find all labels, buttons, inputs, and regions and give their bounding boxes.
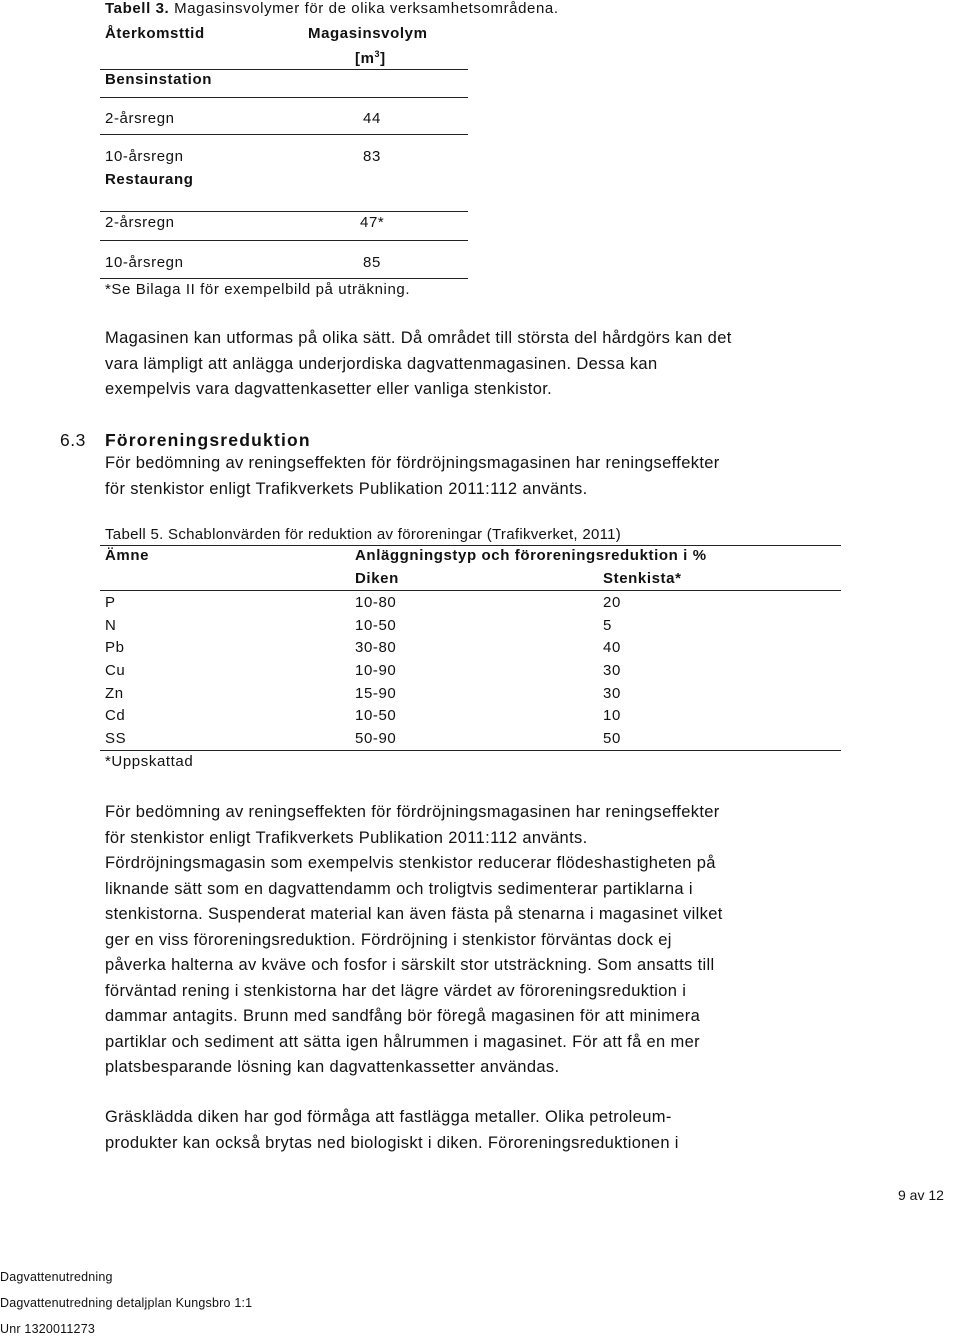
table3-header-volume: Magasinsvolym bbox=[308, 25, 428, 42]
table5-cell-stenkista: 40 bbox=[603, 639, 621, 656]
footer-title: Dagvattenutredning bbox=[0, 1270, 113, 1284]
table5-cell-substance: Cd bbox=[105, 707, 126, 724]
table5-cell-substance: Pb bbox=[105, 639, 125, 656]
table3-row-value: 44 bbox=[363, 110, 381, 127]
table5-cell-substance: Zn bbox=[105, 685, 124, 702]
table3-row-label: 10-årsregn bbox=[105, 254, 184, 271]
table3-row-label: 2-årsregn bbox=[105, 110, 175, 127]
text-line: stenkistorna. Suspenderat material kan även fästa på stenarna i magasinet vilket bbox=[105, 905, 723, 923]
table3-header-rule bbox=[100, 69, 468, 70]
text-line: exempelvis vara dagvattenkasetter eller vanliga stenkistor. bbox=[105, 380, 553, 398]
table5-cell-stenkista: 50 bbox=[603, 730, 621, 747]
table3-header-return-period: Återkomsttid bbox=[105, 25, 205, 42]
table3-bottom-rule bbox=[100, 278, 468, 279]
table3-header-unit bbox=[355, 49, 386, 67]
paragraph-diken bbox=[105, 1105, 679, 1156]
text-line: partiklar och sediment att sätta igen hålrummen i magasinet. För att få en mer bbox=[105, 1032, 700, 1051]
section-number: 6.3 bbox=[60, 430, 86, 450]
table3-rule bbox=[100, 134, 468, 135]
page-number: 9 av 12 bbox=[898, 1187, 944, 1203]
text-line: ger en viss föroreningsreduktion. Fördröjning i stenkistor förväntas dock ej bbox=[105, 930, 672, 949]
table3-row-label: 10-årsregn bbox=[105, 148, 184, 165]
text-line: vara lämpligt att anlägga underjordiska dagvattenmagasinen. Dessa kan bbox=[105, 354, 658, 373]
table5-cell-stenkista: 20 bbox=[603, 594, 621, 611]
table5-header-group: Anläggningstyp och föroreningsreduktion i % bbox=[355, 547, 707, 564]
table5-cell-substance: P bbox=[105, 594, 116, 611]
table3-row-label: 2-årsregn bbox=[105, 214, 175, 231]
text-line: dammar antagits. Brunn med sandfång bör föregå magasinen för att minimera bbox=[105, 1007, 701, 1025]
table5-cell-stenkista: 30 bbox=[603, 685, 621, 702]
unit-suffix: ] bbox=[380, 50, 386, 67]
table5-cell-ditch: 10-50 bbox=[355, 707, 397, 724]
footer-project: Dagvattenutredning detaljplan Kungsbro 1:1 bbox=[0, 1296, 253, 1310]
table3-row-value: 47* bbox=[360, 214, 385, 231]
table3-group-name: Restaurang bbox=[105, 171, 194, 188]
text-line: Gräsklädda diken har god förmåga att fastlägga metaller. Olika petroleum- bbox=[105, 1108, 672, 1126]
text-line: Fördröjningsmagasin som exempelvis stenkistor reducerar flödeshastigheten på bbox=[105, 854, 716, 872]
table3-caption-text: Magasinsvolymer för de olika verksamhetsområdena. bbox=[174, 0, 559, 17]
text-line: För bedömning av reningseffekten för fördröjningsmagasinen har reningseffekter bbox=[105, 803, 720, 821]
text-line: förväntad rening i stenkistorna har det lägre värdet av föroreningsreduktion i bbox=[105, 981, 687, 1000]
table5-header-ditch: Diken bbox=[355, 570, 399, 587]
table5-header-rule bbox=[100, 590, 841, 591]
table5-caption: Tabell 5. Schablonvärden för reduktion av föroreningar (Trafikverket, 2011) bbox=[105, 526, 622, 543]
table5-cell-stenkista: 5 bbox=[603, 617, 612, 634]
text-line: produkter kan också brytas ned biologiskt i diken. Föroreningsreduktionen i bbox=[105, 1133, 679, 1152]
table5-cell-stenkista: 30 bbox=[603, 662, 621, 679]
text-line: platsbesparande lösning kan dagvattenkassetter användas. bbox=[105, 1058, 560, 1076]
table5-cell-ditch: 10-90 bbox=[355, 662, 397, 679]
table5-cell-ditch: 50-90 bbox=[355, 730, 397, 747]
table5-header-substance: Ämne bbox=[105, 547, 150, 564]
unit-prefix: [m bbox=[355, 50, 375, 67]
table5-bottom-rule bbox=[100, 750, 841, 751]
text-line: liknande sätt som en dagvattendamm och troligtvis sedimenterar partiklarna i bbox=[105, 879, 693, 898]
text-line: Magasinen kan utformas på olika sätt. Då området till största del hårdgörs kan det bbox=[105, 329, 732, 347]
table5-cell-substance: SS bbox=[105, 730, 127, 747]
table5-cell-ditch: 10-50 bbox=[355, 617, 397, 634]
text-line: För bedömning av reningseffekten för fördröjningsmagasinen har reningseffekter bbox=[105, 454, 720, 472]
table3-caption-label: Tabell 3. bbox=[105, 0, 170, 17]
unit-exponent: 3 bbox=[374, 49, 381, 59]
table3-rule bbox=[100, 240, 468, 241]
table5-footnote: *Uppskattad bbox=[105, 753, 194, 770]
paragraph-reduction bbox=[105, 800, 723, 1081]
table3-row-value: 83 bbox=[363, 148, 381, 165]
table5-cell-substance: Cu bbox=[105, 662, 126, 679]
table3-row-value: 85 bbox=[363, 254, 381, 271]
table5-cell-stenkista: 10 bbox=[603, 707, 621, 724]
footer-number: Unr 1320011273 bbox=[0, 1322, 96, 1336]
text-line: påverka halterna av kväve och fosfor i särskilt stor utsträckning. Som ansatts till bbox=[105, 956, 715, 974]
table5-cell-substance: N bbox=[105, 617, 117, 634]
table5-cell-ditch: 15-90 bbox=[355, 685, 397, 702]
table5-cell-ditch: 10-80 bbox=[355, 594, 397, 611]
table3-caption bbox=[105, 0, 559, 17]
text-line: för stenkistor enligt Trafikverkets Publikation 2011:112 använts. bbox=[105, 479, 588, 498]
text-line: för stenkistor enligt Trafikverkets Publikation 2011:112 använts. bbox=[105, 828, 588, 847]
table3-rule bbox=[100, 97, 468, 98]
section-intro bbox=[105, 451, 720, 502]
paragraph-magasin bbox=[105, 326, 732, 403]
table3-group-name: Bensinstation bbox=[105, 71, 212, 88]
section-title: Föroreningsreduktion bbox=[105, 430, 311, 450]
table5-cell-ditch: 30-80 bbox=[355, 639, 397, 656]
table5-top-rule bbox=[100, 545, 841, 546]
table3-footnote: *Se Bilaga II för exempelbild på uträkning. bbox=[105, 281, 411, 298]
table3-rule bbox=[100, 211, 468, 212]
table5-header-stenkista: Stenkista* bbox=[603, 570, 682, 587]
